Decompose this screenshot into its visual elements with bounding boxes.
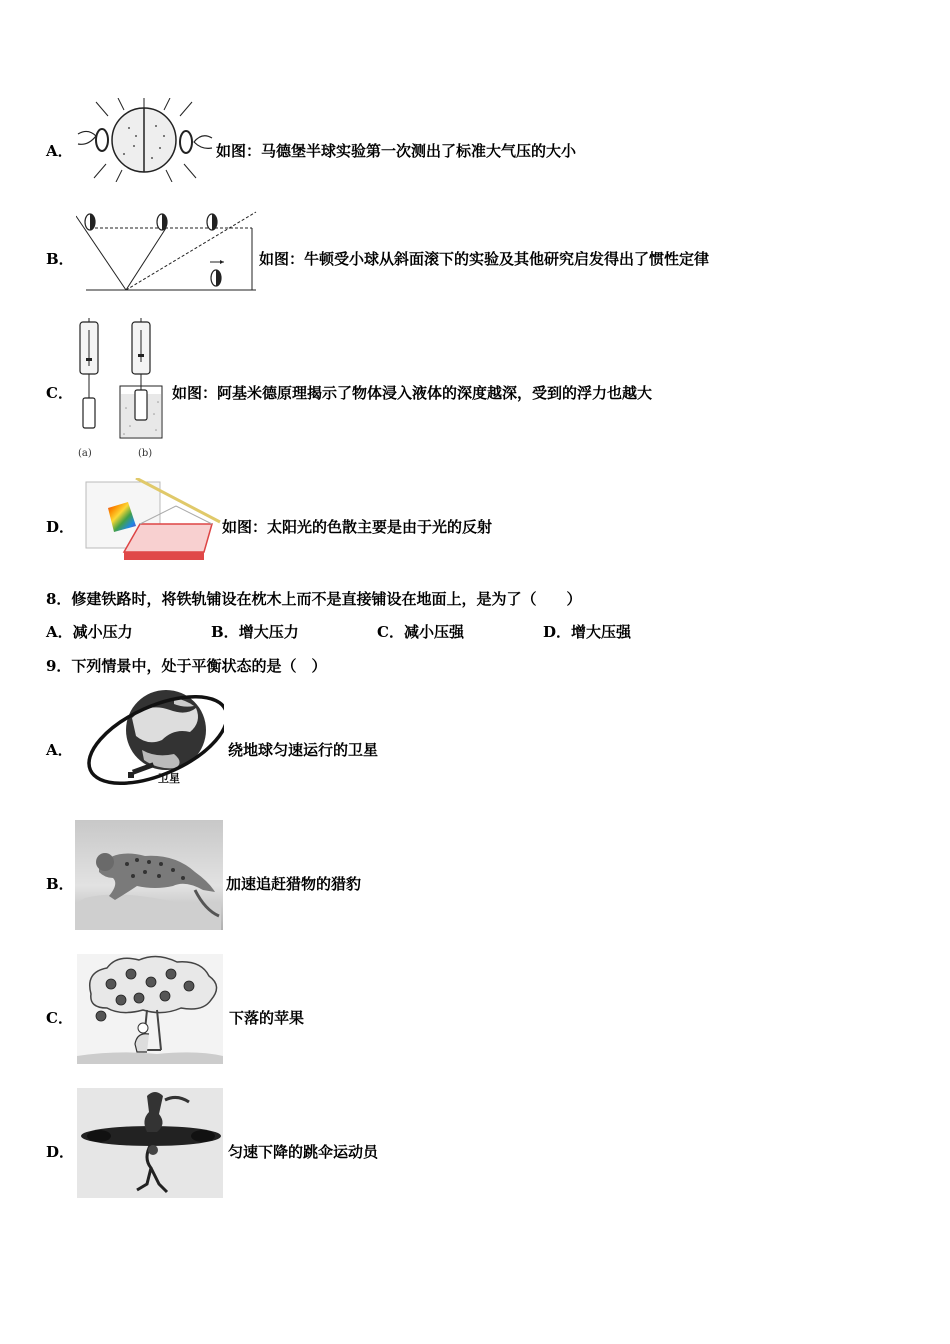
q8-option-a-text: 减小压力	[72, 623, 133, 641]
q9-option-b-text: 加速追赶猎物的猎豹	[226, 875, 362, 893]
q7-option-a-label: A．	[46, 142, 73, 160]
q8-option-a-label: A．	[46, 623, 73, 641]
satellite-orbit-figure	[78, 688, 224, 794]
q7-option-a-text: 如图：马德堡半球实验第一次测出了标准大气压的大小	[216, 142, 577, 160]
q9-stem: 9．下列情景中，处于平衡状态的是（ ）	[46, 657, 327, 675]
q7-option-c-text: 如图：阿基米德原理揭示了物体浸入液体的深度越深，受到的浮力也越大	[172, 384, 653, 402]
satellite-label: 卫星	[158, 772, 180, 785]
q8-option-b-text: 增大压力	[238, 623, 299, 641]
q7-option-b-label: B．	[46, 250, 74, 268]
q7-option-d-text: 如图：太阳光的色散主要是由于光的反射	[222, 518, 493, 536]
spring-scale-figure	[74, 318, 172, 460]
q7-option-d-label: D．	[46, 518, 75, 536]
q8-option-b-label: B．	[211, 623, 239, 641]
q8-option-b[interactable]	[211, 621, 299, 642]
magdeburg-hemispheres-figure	[74, 98, 216, 182]
q9-option-d-text: 匀速下降的跳伞运动员	[228, 1143, 379, 1161]
q9-option-a-label: A．	[46, 741, 73, 759]
cheetah-photo	[75, 820, 223, 930]
q8-option-c[interactable]	[377, 621, 464, 642]
parachutist-photo	[77, 1088, 223, 1198]
q9-option-a-text: 绕地球匀速运行的卫星	[228, 741, 379, 759]
q8-option-d-label: D．	[543, 623, 572, 641]
figure-label-a: (a)	[78, 448, 92, 459]
q8-stem: 8．修建铁路时，将铁轨铺设在枕木上而不是直接铺设在地面上，是为了（ ）	[46, 590, 582, 608]
figure-label-b: (b)	[138, 448, 153, 459]
q9-option-d-label: D．	[46, 1143, 75, 1161]
q8-option-c-label: C．	[377, 623, 404, 641]
q8-option-c-text: 减小压强	[403, 623, 464, 641]
q8-option-d-text: 增大压强	[571, 623, 632, 641]
q7-option-b-text: 如图：牛顿受小球从斜面滚下的实验及其他研究启发得出了惯性定律	[259, 250, 710, 268]
apple-tree-figure	[77, 954, 223, 1064]
q9-option-c-label: C．	[46, 1009, 73, 1027]
q9-option-c-text: 下落的苹果	[229, 1009, 305, 1027]
q8-option-d[interactable]	[543, 621, 631, 642]
q7-option-c-label: C．	[46, 384, 73, 402]
prism-dispersion-figure	[80, 478, 222, 562]
q9-option-b-label: B．	[46, 875, 74, 893]
inclined-plane-figure	[76, 210, 258, 294]
q8-option-a[interactable]	[46, 621, 133, 642]
